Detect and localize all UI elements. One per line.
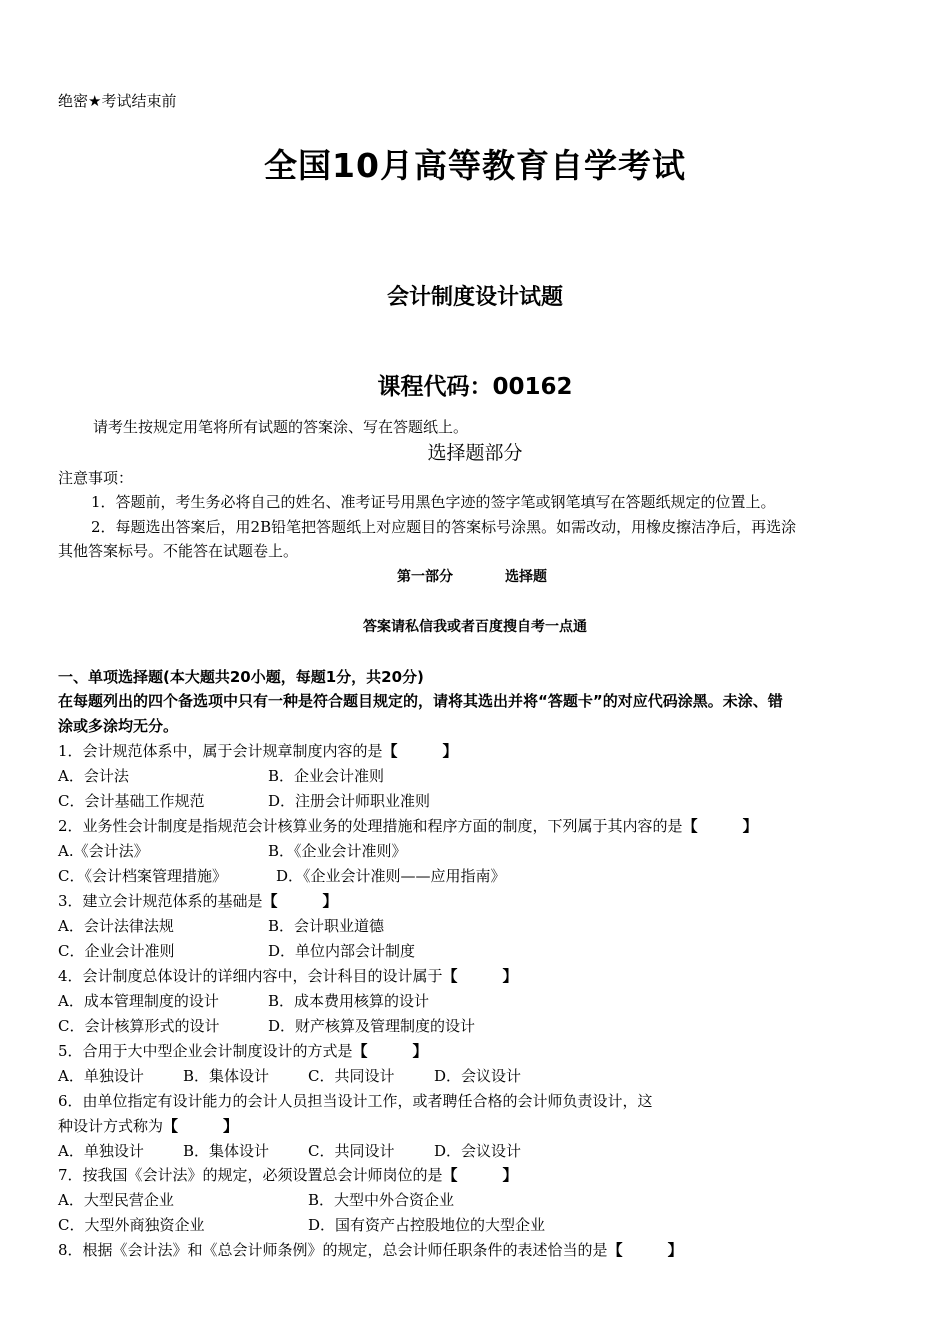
question-stem: 4．会计制度总体设计的详细内容中，会计科目的设计属于	[58, 967, 443, 985]
option-d: D．会议设计	[434, 1142, 522, 1160]
option-a: A．会计法	[58, 767, 129, 785]
option-a: A.《会计法》	[58, 842, 149, 860]
answer-bracket: 【 】	[607, 1241, 683, 1259]
option-b: B．成本费用核算的设计	[268, 992, 430, 1010]
option-a: A．大型民营企业	[58, 1191, 174, 1209]
option-d: D．会议设计	[434, 1067, 522, 1085]
answer-bracket: 【 】	[382, 742, 458, 760]
question-stem: 1．会计规范体系中，属于会计规章制度内容的是	[58, 742, 383, 760]
answer-bracket: 【 】	[682, 817, 758, 835]
question-8	[58, 1239, 683, 1260]
question-4	[58, 965, 518, 986]
question-stem: 2．业务性会计制度是指规范会计核算业务的处理措施和程序方面的制度，下列属于其内容的是	[58, 817, 683, 835]
option-c: C．大型外商独资企业	[58, 1216, 205, 1234]
notice-item-2-cont: 其他答案标号。不能答在试题卷上。	[58, 542, 299, 560]
option-b: B．会计职业道德	[268, 917, 385, 935]
answer-bracket: 【 】	[163, 1117, 239, 1135]
subject-title: 会计制度设计试题	[386, 285, 563, 310]
question-instruction: 在每题列出的四个备选项中只有一种是符合题目规定的，请将其选出并将“答题卡”的对应代码涂黑。未涂、错	[58, 692, 783, 710]
notice-item-1: 1．答题前，考生务必将自己的姓名、准考证号用黑色字迹的签字笔或钢笔填写在答题纸规定的位置上。	[91, 493, 776, 511]
section-part: 第一部分	[397, 569, 453, 585]
option-c: C．会计核算形式的设计	[58, 1017, 220, 1035]
question-section-title: 一、单项选择题(本大题共20小题，每题1分，共20分)	[58, 668, 424, 686]
question-7	[58, 1164, 518, 1185]
option-c: C．共同设计	[308, 1067, 395, 1085]
answer-bracket: 【 】	[352, 1042, 428, 1060]
option-c: C．《会计档案管理措施》	[58, 867, 227, 885]
course-code: 课程代码：00162	[377, 374, 573, 400]
question-stem: 3．建立会计规范体系的基础是	[58, 892, 263, 910]
secret-mark: 绝密★考试结束前	[58, 92, 177, 110]
exam-instruction: 请考生按规定用笔将所有试题的答案涂、写在答题纸上。	[93, 418, 469, 436]
question-6-cont	[58, 1115, 238, 1136]
notice-label: 注意事项：	[58, 469, 134, 487]
option-a: A．单独设计	[58, 1142, 144, 1160]
question-3	[58, 890, 338, 911]
option-b: B．集体设计	[183, 1067, 270, 1085]
option-b: B．企业会计准则	[268, 767, 385, 785]
option-b: B．《企业会计准则》	[268, 842, 407, 860]
option-b: B．大型中外合资企业	[308, 1191, 455, 1209]
question-stem: 种设计方式称为	[58, 1117, 164, 1135]
question-1	[58, 740, 458, 761]
answer-note: 答案请私信我或者百度搜自考一点通	[363, 619, 587, 635]
page-title: 全国10月高等教育自学考试	[264, 146, 686, 185]
option-d: D．财产核算及管理制度的设计	[268, 1017, 476, 1035]
answer-bracket: 【 】	[442, 1166, 518, 1184]
option-d: D．《企业会计准则——应用指南》	[276, 867, 506, 885]
answer-bracket: 【 】	[262, 892, 338, 910]
option-c: C．会计基础工作规范	[58, 792, 205, 810]
question-6: 6．由单位指定有设计能力的会计人员担当设计工作，或者聘任合格的会计师负责设计，这	[58, 1092, 653, 1110]
option-a: A．单独设计	[58, 1067, 144, 1085]
notice-item-2: 2．每题选出答案后，用2B铅笔把答题纸上对应题目的答案标号涂黑。如需改动，用橡皮擦洁净后，再选涂	[91, 518, 797, 536]
question-stem: 5．合用于大中型企业会计制度设计的方式是	[58, 1042, 353, 1060]
question-stem: 7．按我国《会计法》的规定，必须设置总会计师岗位的是	[58, 1166, 443, 1184]
option-a: A．成本管理制度的设计	[58, 992, 219, 1010]
option-b: B．集体设计	[183, 1142, 270, 1160]
answer-bracket: 【 】	[442, 967, 518, 985]
option-c: C．企业会计准则	[58, 942, 175, 960]
section-name: 选择题	[505, 569, 547, 585]
question-instruction-cont: 涂或多涂均无分。	[58, 717, 179, 735]
question-5	[58, 1040, 428, 1061]
question-2	[58, 815, 758, 836]
option-a: A．会计法律法规	[58, 917, 174, 935]
option-d: D．国有资产占控股地位的大型企业	[308, 1216, 546, 1234]
option-c: C．共同设计	[308, 1142, 395, 1160]
option-d: D．注册会计师职业准则	[268, 792, 431, 810]
part-heading: 选择题部分	[427, 442, 523, 464]
question-stem: 8．根据《会计法》和《总会计师条例》的规定，总会计师任职条件的表述恰当的是	[58, 1241, 608, 1259]
option-d: D．单位内部会计制度	[268, 942, 416, 960]
